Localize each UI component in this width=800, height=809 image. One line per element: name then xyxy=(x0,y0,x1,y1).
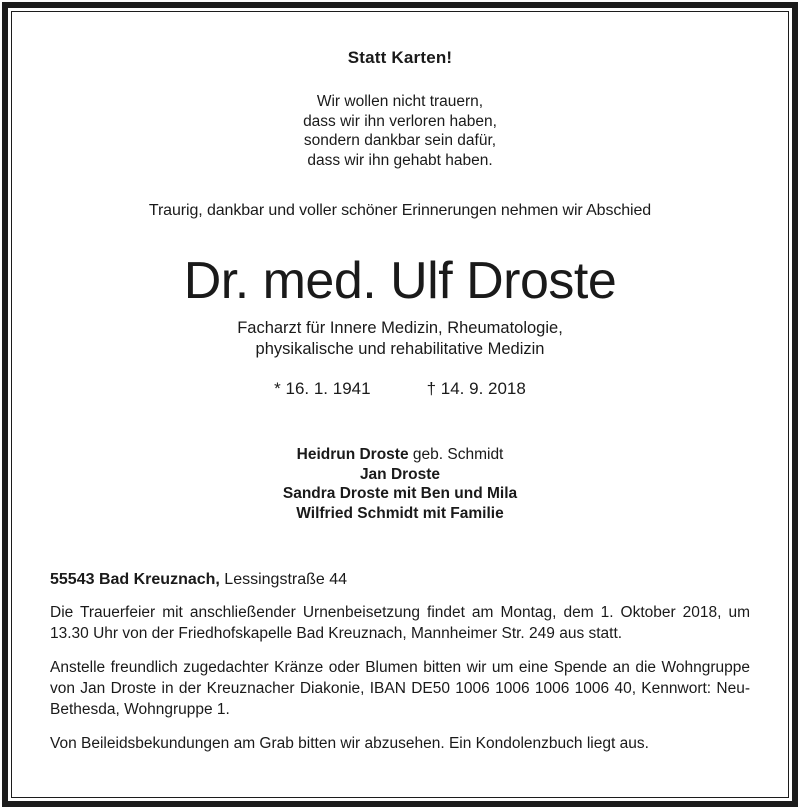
address-city: 55543 Bad Kreuznach, xyxy=(50,571,220,588)
obituary-inner-frame xyxy=(11,11,789,798)
profession-line: physikalische und rehabilitative Medizin xyxy=(255,340,545,358)
mourner-name: Heidrun Droste xyxy=(296,446,409,463)
mourner-entry xyxy=(50,465,750,485)
life-dates xyxy=(50,379,750,399)
verse-line: dass wir ihn gehabt haben. xyxy=(307,151,493,169)
farewell-line: Traurig, dankbar und voller schöner Erinnerungen nehmen wir Abschied xyxy=(148,202,652,219)
profession-line: Facharzt für Innere Medizin, Rheumatologie, xyxy=(237,319,563,337)
deceased-name: Dr. med. Ulf Droste xyxy=(183,252,617,310)
profession xyxy=(50,318,750,360)
birth-date: * 16. 1. 1941 xyxy=(274,379,371,398)
memorial-verse xyxy=(50,92,750,170)
mourners-list xyxy=(50,445,750,523)
obituary-content xyxy=(12,12,788,797)
obituary-outer-frame xyxy=(2,2,798,807)
mourner-name: Jan Droste xyxy=(359,465,441,483)
address-line xyxy=(50,571,750,589)
verse-line: sondern dankbar sein dafür, xyxy=(303,132,497,149)
mourner-entry xyxy=(50,484,750,504)
death-date: † 14. 9. 2018 xyxy=(426,379,526,398)
verse-line: dass wir ihn verloren haben, xyxy=(303,112,497,130)
address-street: Lessingstraße 44 xyxy=(219,571,348,588)
donation-paragraph: Anstelle freundlich zugedachter Kränze oder Blumen bitten wir um eine Spende an die Wohngruppe von Jan Droste in der Kreuznacher Diakonie, IBAN DE50 1006 1006 1006 1006 40, Kennwort: Neu-Bethesda, Wohngruppe 1. xyxy=(50,659,750,718)
mourner-entry xyxy=(50,445,750,465)
mourner-entry xyxy=(50,504,750,524)
condolences-paragraph: Von Beileidsbekundungen am Grab bitten wir abzusehen. Ein Kondolenzbuch liegt aus. xyxy=(50,735,649,752)
headline: Statt Karten! xyxy=(347,48,453,67)
verse-line: Wir wollen nicht trauern, xyxy=(316,93,484,110)
mourner-suffix: geb. Schmidt xyxy=(408,446,504,463)
funeral-details-paragraph: Die Trauerfeier mit anschließender Urnenbeisetzung findet am Montag, dem 1. Oktober 2018, um 13.30 Uhr von der Friedhofskapelle Bad Kreuznach, Mannheimer Str. 249 aus statt. xyxy=(50,604,750,642)
mourner-name: Wilfried Schmidt mit Familie xyxy=(296,504,504,522)
mourner-name: Sandra Droste mit Ben und Mila xyxy=(282,485,518,502)
